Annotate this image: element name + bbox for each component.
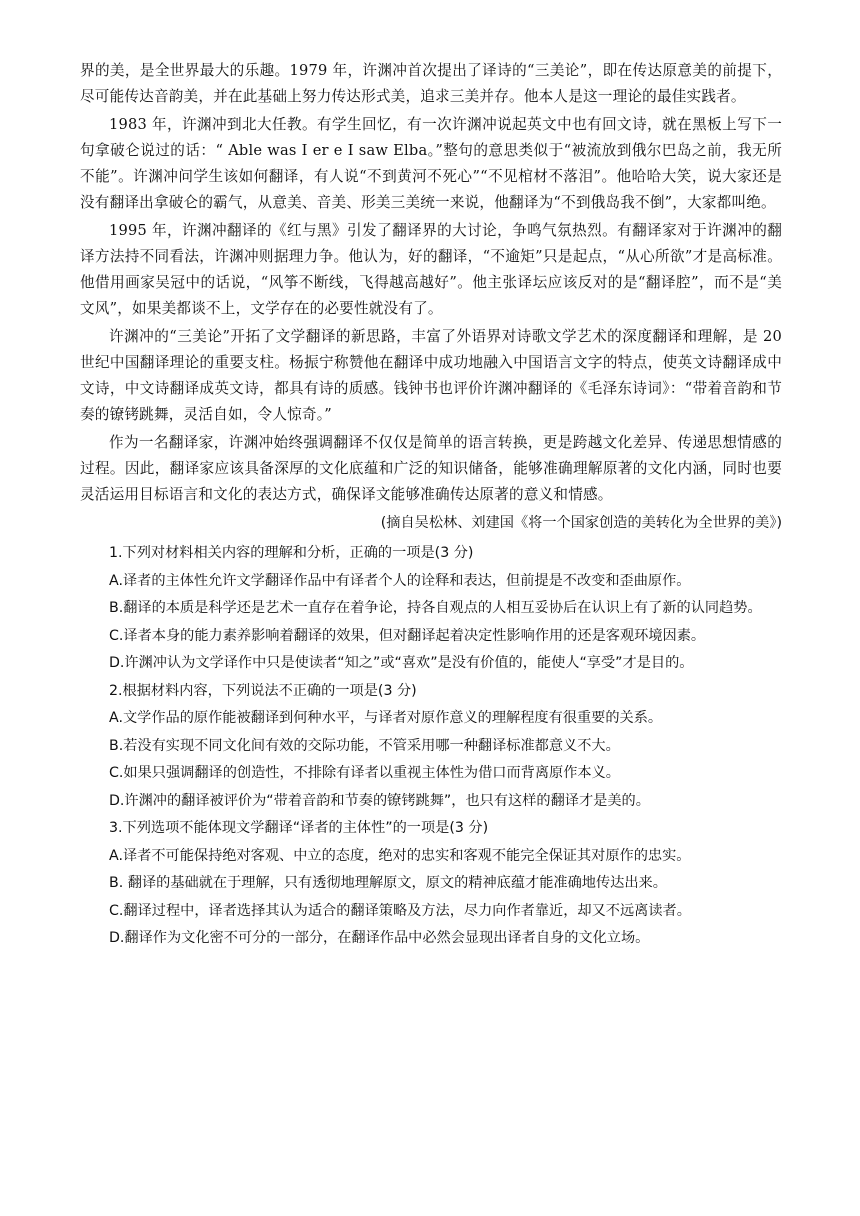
question-stem: 1.下列对材料相关内容的理解和分析，正确的一项是(3 分) (109, 545, 474, 561)
question-1 (80, 540, 782, 678)
question-option-c: C.如果只强调翻译的创造性，不排除有译者以重视主体性为借口而背离原作本义。 (109, 765, 620, 781)
question-option-b: B. 翻译的基础就在于理解，只有透彻地理解原文，原文的精神底蕴才能准确地传达出来。 (109, 875, 667, 891)
passage-paragraph-5: 作为一名翻译家，许渊冲始终强调翻译不仅仅是简单的语言转换，更是跨越文化差异、传递思想情感的过程。因此，翻译家应该具备深厚的文化底蕴和广泛的知识储备，能够准确理解原著的文化内涵，同时也要灵活运用目标语言和文化的表达方式，确保译文能够准确传达原著的意义和情感。 (80, 434, 782, 503)
question-stem: 2.根据材料内容，下列说法不正确的一项是(3 分) (109, 682, 417, 699)
question-3 (80, 815, 782, 953)
question-option-b: B.若没有实现不同文化间有效的交际功能，不管采用哪一种翻译标准都意义不大。 (109, 737, 620, 754)
question-option-a: A.译者不可能保持绝对客观、中立的态度，绝对的忠实和客观不能完全保证其对原作的忠实。 (109, 847, 691, 864)
question-option-d: D.许渊冲的翻译被评价为“带着音韵和节奏的镣铐跳舞”，也只有这样的翻译才是美的。 (109, 792, 650, 809)
question-option-a: A.文学作品的原作能被翻译到何种水平，与译者对原作意义的理解程度有很重要的关系。 (109, 710, 663, 726)
question-2 (80, 678, 782, 816)
passage-paragraph-2: 1983 年，许渊冲到北大任教。有学生回忆，有一次许渊冲说起英文中也有回文诗，就在黑板上写下一句拿破仑说过的话：“ Able was I er e I saw Elba。”整句的意思类似于“被流放到俄尔巴岛之前，我无所不能”。许渊冲问学生该如何翻译，有人说“不到黄河不死心”“不见棺材不落泪”。他哈哈大笑，说大家还是没有翻译出拿破仑的霸气，从意美、音美、形美三美统一来说，他翻译为“不到俄岛我不倒”，大家都叫绝。 (80, 116, 782, 211)
question-option-a: A.译者的主体性允许文学翻译作品中有译者个人的诠释和表达，但前提是不改变和歪曲原作。 (109, 572, 691, 589)
question-option-c: C.翻译过程中，译者选择其认为适合的翻译策略及方法，尽力向作者靠近，却又不远离读者。 (109, 902, 691, 919)
question-option-b: B.翻译的本质是科学还是艺术一直存在着争论，持各自观点的人相互妥协后在认识上有了新的认同趋势。 (109, 600, 762, 616)
passage-paragraph-3: 1995 年，许渊冲翻译的《红与黑》引发了翻译界的大讨论，争鸣气氛热烈。有翻译家对于许渊冲的翻译方法持不同看法，许渊冲则据理力争。他认为，好的翻译，“不逾矩”只是起点，“从心所欲”才是高标准。他借用画家吴冠中的话说，“风筝不断线，飞得越高越好”。他主张译坛应该反对的是“翻译腔”，而不是“美文风”，如果美都谈不上，文学存在的必要性就没有了。 (80, 222, 782, 317)
question-option-d: D.翻译作为文化密不可分的一部分，在翻译作品中必然会显现出译者自身的文化立场。 (109, 930, 650, 946)
question-option-c: C.译者本身的能力素养影响着翻译的效果，但对翻译起着决定性影响作用的还是客观环境因素。 (109, 627, 706, 644)
passage-paragraph-1: 界的美，是全世界最大的乐趣。1979 年，许渊冲首次提出了译诗的“三美论”，即在传达原意美的前提下，尽可能传达音韵美，并在此基础上努力传达形式美，追求三美并存。他本人是这一理论的最佳实践者。 (80, 62, 782, 105)
question-option-d: D.许渊冲认为文学译作中只是使读者“知之”或“喜欢”是没有价值的，能使人“享受”才是目的。 (109, 655, 694, 671)
question-stem: 3.下列选项不能体现文学翻译“译者的主体性”的一项是(3 分) (109, 820, 489, 836)
exam-page (80, 58, 782, 953)
passage-paragraph-4: 许渊冲的“三美论”开拓了文学翻译的新思路，丰富了外语界对诗歌文学艺术的深度翻译和理解，是 20 世纪中国翻译理论的重要支柱。杨振宁称赞他在翻译中成功地融入中国语言文字的特点，使英文诗翻译成中文诗，中文诗翻译成英文诗，都具有诗的质感。钱钟书也评价许渊冲翻译的《毛泽东诗词》：“带着音韵和节奏的镣铐跳舞，灵活自如，令人惊奇。” (80, 328, 782, 423)
passage-source: (摘自吴松林、刘建国《将一个国家创造的美转化为全世界的美》) (380, 515, 782, 531)
